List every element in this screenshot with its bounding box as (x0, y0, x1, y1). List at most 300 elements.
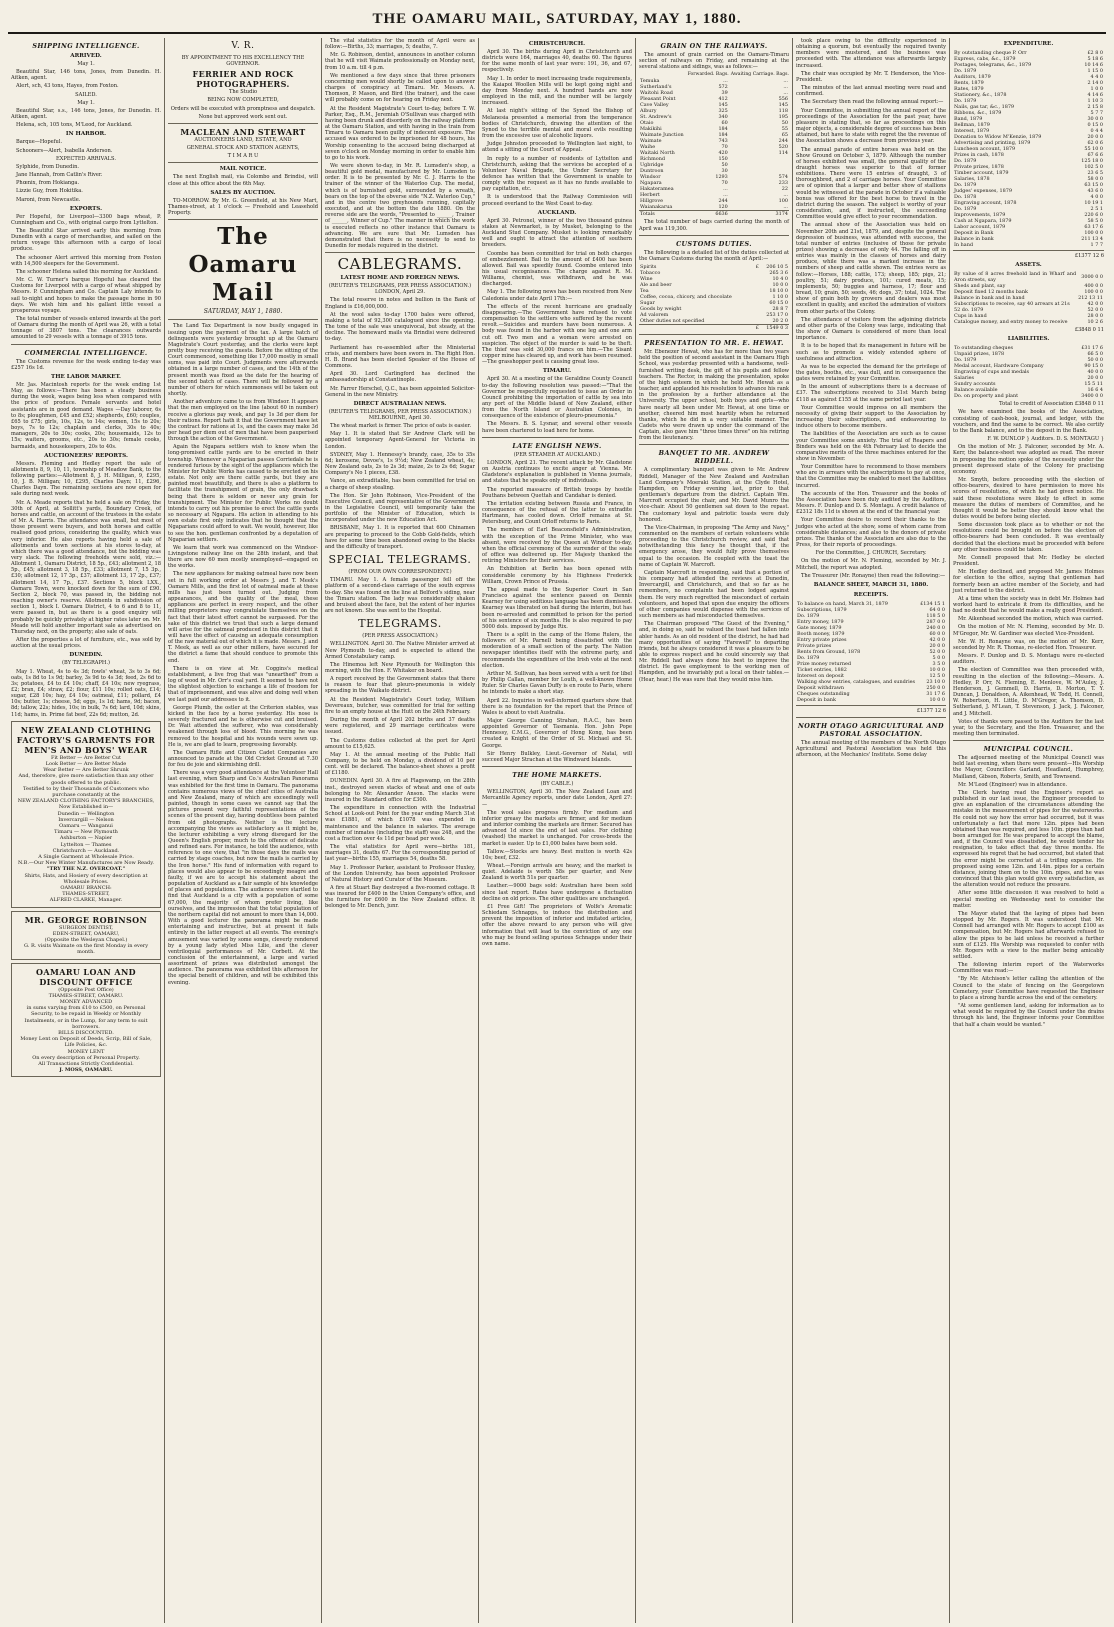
total-credit: Total to credit of Association £3848 0 11 (999, 401, 1104, 408)
grain-row-cell: Hillgrove (640, 198, 664, 205)
advert-line: Look Better — Are Better Made (45, 760, 127, 767)
english-paragraph: Arthur M. Sullivan, has been served with a writ for libel by Philip Callan, member for Louth, a well-known Home Ruler. Sir Charles Gavan Duffy is en route to Paris, where he intends to make a short stay. (482, 670, 632, 696)
expenditure-row-cell: Do. 1879 (954, 98, 977, 104)
expenditure-row-cell: Donation to Widow M'Kenzie, 1879 (954, 134, 1042, 140)
liability-row-cell: Balance available (954, 387, 998, 394)
grain-row-cell: 340 (718, 114, 728, 121)
grain-table (639, 72, 789, 217)
advert-line: Shirts, Hats, and Hosiery of every description at Wholesale Prices. (24, 872, 148, 885)
expenditure-row-cell: Rates, 1879 (954, 86, 984, 92)
expenditure-row-cell: Cash at Ngapara, 1879 (954, 218, 1012, 224)
customs-total-cell: £ (754, 325, 760, 332)
harbor-line: Jane Hannah, from Catlin's River. (16, 172, 103, 179)
telegram-paragraph: During the month of April 202 births and 37 deaths were registered, and 29 marriage certificates were issued. (325, 717, 475, 736)
expenditure-row-cell: Timber account, 1879 (954, 170, 1009, 176)
editorial-paragraph: George Plumb, the ostler at the Criterion stables, was kicked in the face by a horse yesterday. His nose is severely fractured and he is otherwise cut and bruised. Dr. Wait attended the sufferer, who was considerably weakened through loss of blood. This morning he was removed to the hospital and his wounds were sewn up. He is, we are glad to learn, progressing favorably. (168, 704, 318, 748)
meeting-paragraph: The annual parade of entire horses was held on the Show Ground on October 3, 1879. Although the number of horses exhibited was small, the general quality of the draught horses was superior to that of former exhibitions. There were 15 entries of draught, 3 of thoroughbred, and 2 of carriage horses. Your Committee are of opinion that a larger and better show of stallions would be witnessed at the parade in October if a valuable bonus was offered for the best horse to travel in the district during the season. The subject is worthy of your consideration, and, if instructed, the succeeding Committee would give effect to your recommendation. (796, 146, 946, 221)
meeting-paragraph: On the motion of Mr. J. Falconer, seconded by Mr. A. Kerr, the balance-sheet was adopted as read. The mover in proposing the motion spoke of the necessity under the present depressed state of the Colony for practising economy. (953, 444, 1104, 475)
grain-row-cell: ... (783, 204, 788, 211)
grain-row-cell: 556 (778, 96, 788, 103)
municipal-paragraph: Mr. M'Leod (Engineer) was in attendance. (958, 781, 1068, 788)
direct-news-sub: (REUTER'S TELEGRAMS, PER PRESS ASSOCIATION.) MELBOURNE, April 30. (328, 408, 472, 421)
commercial-heading: COMMERCIAL INTELLIGENCE. (24, 348, 148, 357)
expenditure-row-cell: Engraving account, 1878 (954, 200, 1017, 206)
advert-line: EDEN-STREET, OAMARU, (52, 930, 120, 937)
receipt-row-cell: £134 15 1 (920, 600, 945, 607)
arrived-line: Alert, sch, 43 tons, Hayes, from Foxton. (16, 83, 119, 90)
grain-row-cell: ... (783, 90, 788, 97)
article-paragraph: Mr. G. Robinson, dentist, announces in another column that he will visit Waimate professionally on Monday next, from 10 a.m. till 4 p.m. (325, 52, 475, 71)
receipt-row-cell: 287 0 0 (926, 618, 945, 625)
receipt-row-cell: Gate money, 1879 (797, 624, 842, 631)
direct-paragraph: The Hon. Sir John Robinson, Vice-President of the Executive Council, and representative of the Government in the Legislative Council, will temporarily take the portfolio of the Minister of Education, which is incorporated under the new Education Act. (325, 492, 475, 524)
expenditure-row-cell: 4 4 0 (1090, 74, 1103, 80)
receipt-row-cell: 250 0 0 (926, 684, 945, 691)
christchurch-heading: CHRISTCHURCH. (528, 41, 586, 47)
meeting-paragraph: Your Committee desire to record their thanks to the judges who acted at the show, some of whom came from considerable distances; and also to the donors of private prizes. The thanks of the Association are also due to the Press, for their reports of proceedings. (796, 517, 946, 549)
liabilities-heading: LIABILITIES. (1007, 336, 1050, 343)
asset-row-cell: Catalogue money, and entry money to receive (954, 319, 1068, 326)
auction-report: After the properties a lot of furniture, etc., was sold by auction at the usual prices. (11, 637, 161, 650)
grain-row-cell: ... (723, 186, 728, 193)
liability-row-cell: Sundry accounts (954, 381, 996, 388)
assets-heading: ASSETS. (1015, 262, 1042, 269)
expenditure-row-cell: 1 7 7 (1090, 242, 1103, 248)
harbor-line: Phœnix, from Hokianga. (16, 180, 80, 187)
dateline: SATURDAY, MAY 1, 1880. (203, 308, 283, 316)
clothing-advert-title: NEW ZEALAND CLOTHING FACTORY'S GARMENTS FOR MEN'S AND BOYS' WEAR (16, 724, 156, 755)
customs-heading: CUSTOMS DUTIES. (676, 239, 752, 248)
customs-row-cell: Other duties not specified (640, 318, 705, 325)
english-paragraph: There is a split in the camp of the Home Rulers, the followers of Mr. Parnell being dissatisfied with the moderation of a small section of the party. The Nation newspaper identifies itself with the extreme party, and recommends the expenditure of the Irish vote at the next election. (482, 631, 632, 669)
expenditure-row-cell: Interest, 1879 (954, 128, 990, 134)
receipt-row (796, 697, 946, 703)
market-paragraph: Leather.—9000 bags sold: Australian have been sold since last report. Rates have undergone a fluctuation decline on old prices. The other qualities are unchanged. (482, 883, 632, 902)
expenditure-row-cell: Balance in bank (954, 236, 994, 242)
assets-total: £3848 0 11 (1074, 327, 1104, 334)
meeting-paragraph: Votes of thanks were passed to the Auditors for the last year, to the Secretary, and the Hon. Treasurer, and the meeting then terminated. (953, 718, 1104, 737)
expenditure-row-cell: 10 19 1 (1084, 200, 1103, 206)
banquet-paragraph: The Chairman proposed "The Guest of the Evening," and, in doing so, said he valued the toast had fallen into abler hands. As an old resident of the district, he had had many opportunities of saying "Farewell" to departing friends, but he always considered it was a pleasure to be able to express respect and he could sincerely say that Mr. Riddell had always done his best to improve the district. He gave employment to the working men of Hampden, and he invariably put a local on their tables.—(Hear, hear.) He was sure that they would miss him. (639, 621, 789, 683)
advert-line: T I M A R U (227, 153, 259, 160)
divider (639, 444, 789, 445)
article-paragraph: The vital statistics for the month of April were as follow:—Births, 33; marriages, 5; deaths, 7. (325, 38, 475, 51)
grain-row-cell: St. Andrew's (640, 114, 672, 121)
english-paragraph: The irritation existing between Russia and France, in consequence of the refusal of the latter to extradite Hartmann, has cooled down. Orloff remains at St. Petersburg, and Count Orloff returns to Paris. (482, 500, 632, 526)
grain-row-cell: 184 (718, 132, 728, 139)
advert-line: Orders will be executed with promptness and despatch. (170, 105, 316, 112)
telegram-paragraph: May 1. At the annual meeting of the Public Hall Company, to be held on Monday, a dividend of 10 per cent. will be declared. The balance-sheet shows a profit of £1180. (325, 751, 475, 777)
telegram-paragraph: The expenditure in connection with the Industrial School at Look-out Point for the year ending March 31st was £1881, of which £1078 was expended in maintenance and the balance in salaries. The average number of inmates (including the staff) was 248, and the cost a fraction over 4s 11d per head per week. (325, 805, 475, 842)
direct-paragraph: The wheat market is firmer. The price of oats is easier. (330, 423, 472, 430)
market-paragraph: WELLINGTON, April 30. The New Zealand Loan and Mercantile Agency reports, under date London, April 27:— (482, 789, 632, 808)
assets-table (953, 271, 1104, 325)
expenditure-row-cell: 1 0 0 (1090, 86, 1103, 92)
advert-line: ALFRED CLARKE, Manager. (49, 897, 123, 904)
appointment-line: BY APPOINTMENT TO HIS EXCELLENCY THE GOVERNOR. (181, 55, 305, 68)
advert-line: Wear Better — Are Better Shrunk (43, 767, 129, 774)
expenditure-row-cell: 67 6 6 (1087, 152, 1103, 158)
expenditure-row-cell: 10 14 6 (1084, 62, 1103, 68)
meeting-paragraph: On the motion of Mr. N. Fleming, seconded by Mr. D. M'Gregor, Mr. W. Gardiner was elected Vice-President. (953, 624, 1104, 637)
sailed-line: Helena, sch, 105 tons, M'Leod, for Auckland. (16, 122, 133, 129)
liability-row-cell: 3400 0 0 (1081, 393, 1103, 400)
asset-row (953, 319, 1104, 325)
expenditure-row-cell: 58 0 0 (1087, 176, 1103, 182)
meeting-paragraph: Your Committee would impress on all members the necessity of giving their support to the Association by increasing their subscriptions, and endeavouring to induce others to become members. (796, 404, 946, 430)
expenditure-row-cell: 211 13 4 (1081, 236, 1103, 242)
receipt-row-cell: Private prizes (797, 642, 832, 649)
advert-line: Now Established in— (58, 804, 114, 811)
advert-line: MONEY ADVANCED (59, 999, 113, 1006)
grain-row-cell: 65 (781, 132, 788, 139)
column-3 (322, 38, 479, 1623)
grain-row-cell: 244 (718, 198, 728, 205)
editorial-paragraph: We learn that work was commenced on the Windsor-Livingstone railway line on the 28th instant, and that there are now 60 men mostly unemployed—engaged on the works. (168, 544, 318, 570)
customs-row-cell: 28 8 7 (772, 306, 788, 313)
sales-heading: SALES BY AUCTION. (210, 189, 276, 196)
customs-row-cell: 18 10 0 (769, 288, 788, 295)
association-intro: The annual meeting of the members of the North Otago Agricultural and Pastoral Association was held this afternoon, at the Mechanics' Institute. Some delay (796, 739, 946, 759)
receipts-heading: RECEIPTS. (853, 591, 889, 598)
receipt-row-cell: To balance on hand, March 31, 1879 (797, 600, 888, 607)
grain-row-cell: 100 (778, 198, 788, 205)
telegram-paragraph: At the Resident Magistrate's Court today, William Devereaux, butcher, was committed for trial for setting fire to an empty house at the Hutt on the 24th February. (325, 696, 475, 715)
robinson-advert (11, 911, 161, 960)
harbor-line: Barque—Hopeful. (16, 139, 63, 146)
receipt-row-cell: 52 0 0 (929, 648, 945, 655)
grain-row-cell: 50 (721, 162, 728, 169)
customs-row-cell: Coffee, cocoa, chicory, and chocolate (640, 294, 732, 301)
harbor-line: Schooners—Alert, Isabella Anderson. (16, 147, 113, 154)
divider (482, 766, 632, 767)
column-1 (8, 38, 165, 1623)
meeting-paragraph: The minutes of the last annual meeting were read and confirmed. (796, 85, 946, 98)
municipal-heading: MUNICIPAL COUNCIL. (983, 745, 1074, 754)
liability-row-cell: 90 15 0 (1084, 363, 1103, 370)
robinson-advert-title: MR. GEORGE ROBINSON (24, 914, 148, 925)
expenditure-row-cell: Ribbons, &c., 1879 (954, 110, 1002, 116)
advert-line: "TRY THE N.Z. OVERCOAT." (46, 866, 126, 873)
arrived-line: May 1. (77, 61, 95, 67)
receipt-row-cell: 12 5 0 (929, 672, 945, 679)
customs-row-cell: 206 10 5 (766, 264, 788, 271)
telegram-paragraph: The Hinemoa left New Plymouth for Wellington this morning, with the Hon. F. Whitaker on board. (325, 661, 475, 674)
grain-row-cell: 244 (778, 138, 788, 145)
receipt-row-cell: Cheques outstanding (797, 690, 850, 697)
expenditure-row-cell: Do. 1879 (954, 68, 977, 74)
sailed-line: Beautiful Star, s.s., 146 tons, Jones, for Dunedin. H. Aitken, agent. (11, 107, 161, 121)
liability-row-cell: 15 5 11 (1084, 381, 1103, 388)
divider (639, 235, 789, 236)
expenditure-row-cell: 220 6 0 (1084, 212, 1103, 218)
home-markets-heading: THE HOME MARKETS. (512, 771, 602, 780)
receipt-row-cell: 64 0 0 (929, 606, 945, 613)
telegram-paragraph: The vital statistics for April were—births 181, marriages 31, deaths 67. For the corresponding period of last year—births 155, marriages 54, deaths 58. (325, 844, 475, 863)
divider (168, 319, 318, 320)
grain-row-cell: Waimate (640, 138, 662, 145)
asset-row-cell: Sheds and plant, say (954, 283, 1006, 290)
asset-row-cell: Balance in bank and in hand (954, 295, 1025, 302)
divider (482, 437, 632, 438)
asset-row-cell: 212 13 11 (1078, 295, 1103, 302)
cablegrams-heading: CABLEGRAMS. (337, 255, 463, 274)
english-paragraph: Sir Henry Bulkley, Lieut.-Governor of Natal, will succeed Major Strachan at the Windward Islands. (482, 750, 632, 763)
grain-row-cell: 572 (718, 84, 728, 91)
balance-heading: BALANCE SHEET, MARCH 31, 1880. (813, 581, 929, 588)
municipal-paragraph: The Clerk having read the Engineer's report as published in our last issue, the Engineer proceeded to give an explanation of the circumstances attending the mistake in the measurement of pipes for the waterworks. He could not say how the error had occurred, but it was unfortunately a fact that more 12in. pipes had been obtained than was required, and less 10in. pipes than had been arranged for. He was prepared to accept the blame, and, if the Council was dissatisfied, he would tender his resignation, to take effect that day three months. He expressed his regret that he had occurred, but stated that the error might be corrected at a trifling expense. He proposed using some 12in. and 14in. pipes for a certain distance, joining them on to the 10in. pipes, and he was convinced that this plan would give every satisfaction, as the alteration would not reduce the pressure. (953, 789, 1104, 889)
expenditure-row-cell: Stationery, &c., 1878 (954, 92, 1007, 98)
expenditure-row-cell: 0 15 0 (1087, 122, 1103, 128)
article-paragraph: We mentioned a few days since that three prisoners concerning men would shortly be called upon to answer charges of conspiracy at Timaru. Mr. Messrs. A. Thomson, P. Mason, and Bird (the trainer), and the case will probably come on for hearing on Friday next. (325, 72, 475, 104)
grain-row-cell: 574 (778, 174, 788, 181)
receipt-row-cell: 10 0 0 (929, 696, 945, 703)
liability-row-cell: Engraving of cups and medals (954, 369, 1030, 376)
divider (168, 162, 318, 163)
grain-row-cell: 39 (721, 90, 728, 97)
expenditure-row-cell: 2 5 1 (1090, 206, 1103, 212)
divider (639, 334, 789, 335)
grain-row-cell: ... (723, 78, 728, 85)
telegram-paragraph: DUNEDIN. April 30. A fire at Flagswamp, on the 28th inst., destroyed seven stacks of wheat and one of oats belonging to Mr. Alexander Anson. The stacks were insured in the Standard office for £300. (325, 778, 475, 803)
grain-col-header: Awaiting Carriage. Bags. (730, 72, 789, 78)
customs-row-cell: Goods by weight (640, 306, 682, 313)
grain-row-cell: Ugbridge (640, 162, 664, 169)
customs-row-cell: Ale and beer (640, 282, 672, 289)
news-paragraph: April 30. The births during April in Christchurch and districts were 164, marriages 40, deaths 60. The figures for the same month of last year were: 191, 36, and 67, respectively. (482, 49, 632, 74)
receipt-row-cell: 5 0 0 (932, 654, 945, 661)
liability-row-cell: Do. on property and plant (954, 393, 1019, 400)
expenditure-row-cell: 2 15 8 (1087, 104, 1103, 110)
expenditure-row-cell: Prizes in cash, 1878 (954, 152, 1004, 158)
grain-row-cell: Albury (640, 108, 657, 115)
receipt-row-cell: 60 0 0 (929, 630, 945, 637)
receipt-row-cell: 10 0 0 (929, 666, 945, 673)
divider (168, 219, 318, 220)
grain-row-cell: Temuka (640, 78, 660, 85)
divider (11, 344, 161, 345)
meeting-paragraph: The Secretary then read the following annual report:— (801, 99, 944, 106)
grain-row-cell: ... (783, 84, 788, 91)
divider (953, 740, 1104, 741)
expenditure-row-cell: 63 15 0 (1084, 182, 1103, 188)
reuters-line: (REUTER'S TELEGRAMS, PER PRESS ASSOCIATION.) LONDON, April 29. (328, 283, 472, 296)
column-2 (165, 38, 322, 1623)
english-paragraph: LONDON, April 21. The recent attack by Mr. Gladstone on Austria continues to excite anger at Vienna. Mr. Gladstone's explanation is published in Vienna journals, and states that he speaks only of individuals. (482, 459, 632, 485)
expenditure-row-cell: Bellman, 1879 (954, 122, 990, 128)
divider (796, 717, 946, 718)
advert-line: Ashburton — Napier (59, 835, 113, 842)
meeting-paragraph: Mr. Connell proposed that Mr. Hedley be elected President. (953, 554, 1104, 568)
advert-line: Money Lent on Deposit of Deeds, Scrip, Bill of Sale, Life Policies, &c. (20, 1036, 152, 1049)
expenditure-row-cell: 4 14 6 (1087, 92, 1103, 98)
telegram-paragraph: The Customs duties collected at the port for April amount to £15,625. (325, 737, 475, 750)
direct-paragraph: BRISBANE, May 1. It is reported that 600 Chinamen are preparing to proceed to the Cobb Gold-fields, which have for some time been abandoned owing to the blacks and the difficulty of transport. (325, 525, 475, 550)
grain-row-cell: Richmond (640, 156, 665, 163)
customs-total-cell (639, 325, 754, 332)
asset-row-cell: Cups in hand (954, 313, 987, 320)
expenditure-row-cell: By outstanding cheque P. Orr (954, 50, 1027, 56)
market-paragraph: Wheat.—Foreign arrivals are heavy, and the market is quiet. Adelaide is worth 58s per quarter, and New Zealand is worth 51s per quarter. (482, 862, 632, 882)
expenditure-row-cell: Band, 1879 (954, 116, 983, 122)
labor-text: Mr. Jas. Macintosh reports for the week ending 1st May, as follows:—There has been a steady business during the week, wages being less when compared with the price of produce. Female servants and hotel assistants are in good demand. Wages —Day laborer, 6s to 8s; ploughmen, £45 and £52; shepherds, £60; couples, £65 to £75; girls, 10s, 12s, to 14s; women, 15s to 20s; boys, 7s to 12s; chaplain and clerks, 30s to 40s; managers, 20s to 30s; cooks, 20s; housemaids, 12s to 15s; waiters, grooms, etc., 20s to 30s; female cooks, barmaids, and housekeepers, 20s to 40s. (11, 381, 161, 450)
customs-row-cell: 60 15 0 (769, 300, 788, 307)
dunedin-text: May 1. Wheat, 4s to 4s 3d; fowls' wheat, 3s to 3s 6d; oats, 1s 8d to 1s 9d; barley, 3s 9d to 4s 3d; feed, 2s 6d to 3s; potatoes, £4 to £4 10s; chaff, £4 10s; new ryegrass, £2; bran, £4; straw, £2; flour, £11 10s; rolled oats, £14; sugar, £28 10s; hay, £4 10s; oatmeal, £11; pollard, £4 10s; butter, 1s; cheese, 5d; eggs, 1s 1d; hams, 9d; bacon, 8d; tallow, 22s; hides, 10s; in bulk, 7s 6d; lard, 10d; skins, 11d; hams, in. Prime fat beef, 22s 6d; mutton, 2d. (11, 668, 161, 718)
customs-row-cell: Tobacco (640, 270, 661, 277)
expenditure-row-cell: Rents, 1879 (954, 80, 984, 86)
receipt-row-cell: Ticket entries, 1882 (797, 666, 847, 673)
expenditure-row-cell: 5 18 6 (1087, 56, 1103, 62)
receipt-row-cell: 240 0 0 (926, 624, 945, 631)
clothing-advert (11, 721, 161, 908)
cable-paragraph: At the wool sales to-day 1700 bales were offered, making a total of 92,300 catalogued since the opening. The tone of the sale was unequivocal, but steady, at the decline. The homeward mails via Brindisi were delivered to-day. (325, 311, 475, 343)
grain-row-cell: 1293 (715, 174, 728, 181)
expenditure-row-cell: £2 8 0 (1087, 50, 1103, 56)
association-heading: NORTH OTAGO AGRICULTURAL AND PASTORAL ASSOCIATION. (797, 721, 944, 738)
customs-total-row (639, 325, 789, 332)
customs-row-cell: Ad valorem (640, 312, 669, 319)
arrived-line: Beautiful Star, 146 tons, Jones, from Dunedin. H. Aitken, agent. (11, 69, 161, 82)
divider (168, 123, 318, 124)
meeting-paragraph: It is to be hoped that its management in future will be such as to promote a widely extended sphere of usefulness and attraction. (796, 343, 946, 362)
editorial-paragraph: Another adventure came to us from Windsor. It appears that the men employed on the line (about 60 in number) receive a glorious pay week, and pay 1s 3d per diem for their rations. Report hath it that the Government have let the contract for rations at 1s, and the cases may make 3d per head per diem out of men that have been pauperised through the action of the Government. (168, 399, 318, 443)
article-paragraph: The Beautiful Star arrived early this morning from Dunedin with a cargo of merchandise, and sailed on the return voyage this afternoon with a cargo of local produce. (11, 227, 161, 253)
customs-row-cell: 10 4 0 (772, 276, 788, 283)
grain-row-cell: Waimate Junction (640, 132, 684, 139)
expenditure-row-cell: Private prizes, 1878 (954, 164, 1004, 170)
liability-row-cell: 40 0 0 (1087, 369, 1103, 376)
auction-report: Messrs. Fleming and Hedley report the sale of allotments 8, 9, 10, 11, township of Meadow Bank, to the following parties:—Allotment 8, J. H. Milligan, 9, £295, 10, J. B. Milligan; 10, £295, Charles Dayn; 11, £296, Charles Dayn. The remaining sections are now open for sale during next week. (11, 460, 161, 498)
cable-paragraph: April 30. Lord Carlingford has declined the ambassadorship at Constantinople. (325, 371, 475, 384)
grain-row-cell: 150 (718, 156, 728, 163)
expenditure-row-cell: Advertising and printing, 1879 (954, 140, 1031, 146)
advert-line: None but approved work sent out. (198, 113, 288, 120)
article-paragraph: The schooner Alert arrived this morning from Foxton with 14,500 sleepers for the Government. (11, 254, 161, 267)
telegrams-heading: TELEGRAMS. (358, 617, 442, 631)
special-paragraph: TIMARU. May 1. A female passenger fell off the platform of a second-class carriage of the south express to-day. She was found on the line at Belford's siding, near the Timaru station. The lady was considerably shaken and bruised about the face, but the extent of her injuries are not known. She was sent to the Hospital. (325, 577, 475, 615)
ferrier-title: FERRIER AND ROCK PHOTOGRAPHERS. (192, 69, 294, 90)
grain-row-cell: Ngapara (640, 180, 662, 187)
telegram-paragraph: May 1. Professor Parker, assistant to Professor Huxley, of the London University, has been appointed Professor of Natural History and Curator of the Museum. (325, 864, 475, 883)
advert-line: N.B.—Our New Winter Manufactures are Now Ready. (18, 860, 154, 867)
meeting-paragraph: As was to be expected the demand for the privilege of the gates, booths, etc., was dull, and in consequence the gates were retained by your Committee. (796, 363, 946, 383)
receipt-row-cell: Booth money, 1879 (797, 630, 845, 637)
customs-row-cell: 1 10 0 (772, 294, 788, 301)
grain-row-cell: 50 (781, 120, 788, 127)
advert-line: THAMES-STREET, OAMARU. (48, 992, 124, 999)
grain-intro: The amount of grain carried on the Oamaru-Timaru section of railways on Friday, and remaining at the several stations and sidings, was as follows:— (639, 52, 789, 71)
expenditure-row-cell: Nails, gas tar, &c., 1879 (954, 104, 1015, 110)
asset-row-cell: 3000 0 0 (1081, 274, 1103, 281)
expenditure-total: £1377 12 6 (1074, 253, 1104, 259)
advert-line: NEW ZEALAND CLOTHING FACTORY'S BRANCHES, (17, 798, 155, 805)
expenditure-row-cell: 55 10 0 (1084, 146, 1103, 152)
receipt-row-cell: Do. 1879 (797, 654, 820, 661)
shipping-heading: SHIPPING INTELLIGENCE. (32, 42, 140, 50)
liability-row-cell: 20 0 0 (1087, 375, 1103, 382)
advert-line: Christchurch — Auckland. (52, 847, 120, 854)
expenditure-row-cell: 4 0 0 (1090, 194, 1103, 200)
asset-row (953, 271, 1104, 283)
editorial-paragraph: The new appliances for making oatmeal have now been set in full working order at Messrs J. and T. Meek's Oamaru Mills, and the first lot of oatmeal made at these mills has just been turned out. Judging from appearances, and the quality of the meal, these appliances are perfect in every respect, and the other milling proprietors may congratulate themselves on the fact that their latest effort cannot be surpassed. For the sake of this district we trust that such a large demand will arise for the oatmeal produced in this district that it will have the effect of causing an adequate consumption of the raw material out of which it is made. Messrs. J. and T. Meek, as well as our other millers, have secured for the district a fame that should conduce to promote this end. (168, 571, 318, 664)
column-7 (950, 38, 1107, 1623)
expenditure-row-cell: 43 6 0 (1087, 188, 1103, 194)
meeting-paragraph: Mr. Hedley declined, and proposed Mr. James Holmes for election to the office, saying that gentleman had formerly been an active member of the Society, and had just returned to the district. (953, 569, 1104, 594)
direct-paragraph: Vance, an extraditable, has been committed for trial on a charge of sheep stealing. (325, 478, 475, 491)
grain-row-cell: 60 (721, 120, 728, 127)
meeting-paragraph: The election of Committee was then proceeded with, resulting in the election of the following:—Messrs. A. Hedley, P. Orr, N. Fleming, E. Menlove, W. M'Auley, J. Henderson, J. Gemmell, D. Harris, D. Morton, T. Y. Duncan, J. Donaldson, A. Aikenhead, W. Todd, H. Connell, W. Robertson, H. Little, D. M'Gregor, A. Thomson, D. Sutherland, J. M'Lean, T. Stevenson, J. Jack, J. Falconer, and J. Mitchell. (953, 667, 1104, 717)
mail-notice-heading: MAIL NOTICE. (219, 166, 267, 173)
column-4 (479, 38, 636, 1623)
grain-totals-cell: Totals (639, 211, 686, 218)
divider (953, 250, 1104, 251)
expenditure-row-cell: 63 17 6 (1084, 224, 1103, 230)
grain-totals-row (639, 211, 789, 218)
meeting-paragraph: Messrs. F. Dunlop and D. S. Montagu were re-elected auditors. (953, 653, 1104, 666)
asset-row-cell: 10 2 6 (1087, 319, 1103, 326)
expenditure-row (953, 242, 1104, 248)
expenditure-row-cell: In hand (954, 242, 973, 248)
liability-row (953, 393, 1104, 399)
expenditure-row-cell: 58 5 0 (1087, 218, 1103, 224)
meeting-paragraph: The annual show of the Association was held on November 20th and 21st, 1879, and, despite the general depression of business, was attended with success, the total number of entries (inclusive of those for private prizes) showing a decrease of only 44. The falling off in entries was mainly in the classes of horses and dairy produce, while there was a marked increase in the numbers of sheep and cattle shown. The entries were as follow:—Horses, 188; cattle, 173; sheep, 185; pigs, 21; poultry, 51; dairy produce, 101; cured meats, 15; implements, 50; buggies and harness, 17; flour and bread, 10; grain, 50; seeds, 46; dogs, 37; total, 1024. The show of grain both by growers and dealers was most excellent in quality, and excited the admiration of visitors from other parts of the Colony. (796, 222, 946, 315)
editorial-paragraph: The Oamaru Rifle and Citizen Cadet Companies are announced to parade at the Old Cricket Ground at 7.30 for feu de joie and skirmishing drill. (168, 749, 318, 769)
advert-line: BILLS DISCOUNTED. (58, 1030, 114, 1037)
receipt-row-cell: 23 10 0 (926, 678, 945, 685)
grain-heading: GRAIN ON THE RAILWAYS. (660, 42, 768, 50)
expenditure-row-cell: Do. 1879 (954, 158, 977, 164)
mail-notice-text: The next English mail, via Colombo and Brindisi, will close at this office about the 6th May. (168, 174, 318, 187)
advert-line: Testified to by their Thousands of Customers who purchase constantly at the (23, 785, 149, 798)
audit-text: We have examined the books of the Association, consisting of cash-book, journal, and ledger, with the vouchers, and find the same to be correct. We also certify to the Bank balance, and to the deposit in the Bank. (953, 409, 1104, 434)
dunedin-sub: (BY TELEGRAPH.) (62, 660, 110, 667)
expenditure-row-cell: Express, cabs, &c., 1879 (954, 56, 1016, 62)
presentation-text: Mr. Ebenezer Hewat, who has for more than two years held the position of second assistant in the Oamaru High School, was yesterday presented with a handsome, well-furnished writing desk, the gift of his pupils and fellow teachers. The Rector, in making the presentation, spoke of the high esteem in which he held Mr. Hewat as a teacher, and applauded his resolution to advance his rank in the profession by a further attendance at the University. The upper school, both boys and girls—who have nearly all been under Mr. Hewat, at one time or another, cheered him most heartily when he returned thanks, which he did in a very suitable manner. The Cadets who were drawn up under the command of the Captain, also gave him "three times three" on his retiring from the lieutenancy. (639, 349, 789, 442)
market-paragraph: The wool sales progress firmly. For medium and inferior greasy the markets are firmer, and for medium and inferior combing the markets are firmer. Secured has advanced 1d since the end of last sales. For clothing (washed) the market is unchanged. For cross-breds the market is easier. Up to £1,000 bales have been sold. (482, 809, 632, 847)
receipt-row-cell: Entry money, 1879 (797, 618, 844, 625)
expenditure-row-cell: Do. 1879 (954, 182, 977, 188)
sailed-line: May 1. (77, 99, 95, 106)
telegram-paragraph: WELLINGTON. April 30. The Native Minister arrived at New Plymouth to-day, and is expected to attend the Armed Constabulary camp. (325, 641, 475, 660)
exports-heading: EXPORTS. (69, 205, 103, 212)
advert-line: OAMARU BRANCH: (60, 885, 112, 892)
liability-row-cell: Salaries (954, 375, 975, 382)
grain-row-cell: Cave Valley (640, 102, 669, 109)
nameplate: The Oamaru Mail (188, 223, 298, 307)
maclean-title: MACLEAN AND STEWART (180, 126, 306, 137)
advert-line: MONEY LENT (67, 1048, 105, 1055)
municipal-paragraph: "At some gentlemen land, asking for information as to what would be required by the Council under the drains through his land, the Engineer informs your Committee that half a chain would be wanted." (953, 1003, 1104, 1028)
expenditure-row-cell: Deposit in Bank (954, 230, 994, 236)
liability-row-cell: Do. 1879 (954, 357, 977, 364)
meeting-paragraph: The accounts of the Hon. Treasurer and the books of the Association have been duly audited by the Auditors, Messrs. F. Dunlop and D. S. Montagu. A credit balance of £2312 18s 11d is shown at the end of the financial year. (796, 490, 946, 516)
grain-row-cell: 195 (778, 114, 788, 121)
banquet-heading: BANQUET TO MR. ANDREW RIDDELL. (658, 449, 770, 466)
customs-row-cell: Spirits (640, 264, 657, 271)
grain-row-cell: Hakateramea (640, 186, 674, 193)
liability-row-cell: Medal account, Hardware Company (954, 363, 1044, 370)
english-paragraph: The reported massacre of British troops by hostile Pouthans between Quettah and Candahar is denied. (482, 486, 632, 499)
customs-row-cell: Sugar (640, 300, 655, 307)
grain-row-cell: Duntroon (640, 168, 664, 175)
banquet-paragraph: A complimentary banquet was given to Mr. Andrew Riddell, Manager of the New Zealand and Australian Land Company's Moeraki Station, at the Clyde Hotel, Hampden, on Friday evening last, prior to that gentleman's departure from the district. Captain Wm. Marcroft occupied the chair, and Mr. David Munro the vice-chair. About 50 gentlemen sat down to the repast. The customary loyal and patriotic toasts were duly honored. (639, 467, 789, 523)
meeting-paragraph: The chair was occupied by Mr. T. Henderson, the Vice-President. (796, 70, 946, 83)
advert-line: The Studio (228, 89, 258, 96)
asset-row-cell: By value of 8 acres freehold land in Wharf and Aron streets, say (954, 271, 1077, 284)
receipt-row-cell: Interest on deposit (797, 672, 844, 679)
expenditure-row-cell: Improvements, 1879 (954, 212, 1006, 218)
grain-row-cell: 184 (718, 126, 728, 133)
